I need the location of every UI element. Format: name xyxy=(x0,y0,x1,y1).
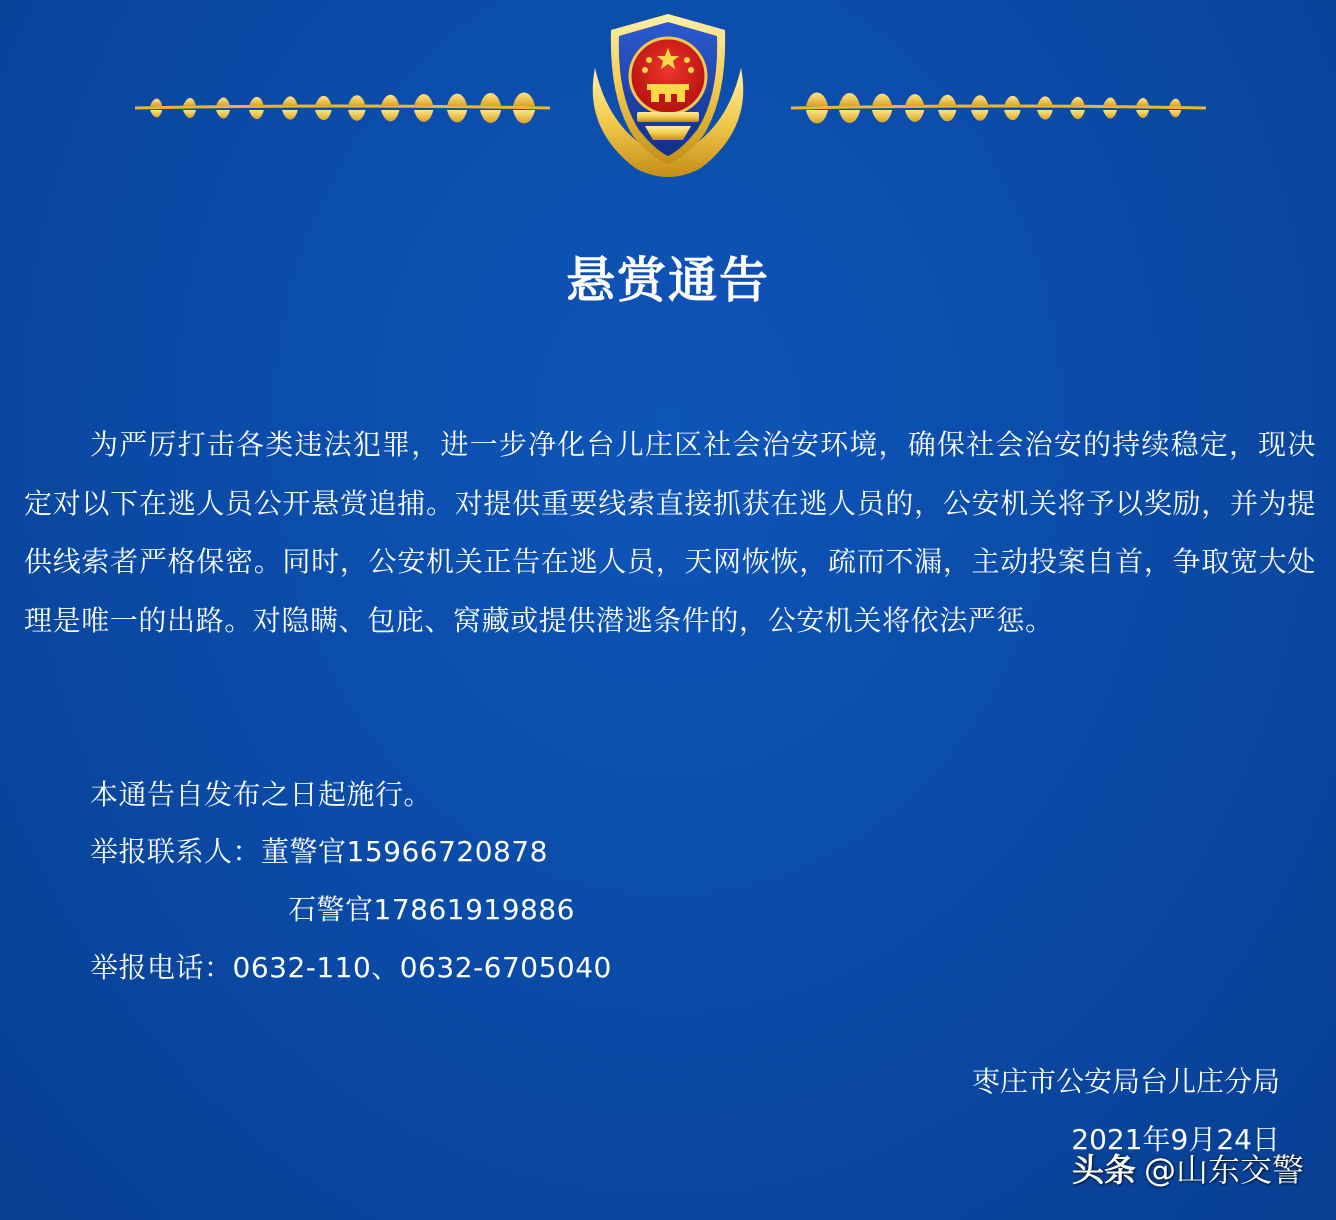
wheat-leaf xyxy=(1169,110,1181,117)
left-wing-icon xyxy=(130,84,555,132)
wheat-leaf xyxy=(1103,97,1117,106)
issue-date: 2021年9月24日 xyxy=(1071,1123,1280,1156)
report-phone: 举报电话：0632-110、0632-6705040 xyxy=(90,951,612,984)
wheat-leaf xyxy=(315,110,332,120)
wheat-leaf xyxy=(381,110,399,121)
wheat-leaf xyxy=(282,96,298,106)
wheat-leaf xyxy=(872,94,892,106)
wheat-leaf xyxy=(905,110,924,122)
contact-line-1: 举报联系人：董警官15966720878 xyxy=(90,835,548,868)
wheat-leaf xyxy=(348,95,366,106)
wheat-leaf xyxy=(249,110,264,119)
wheat-leaf xyxy=(971,95,989,106)
right-wing-icon xyxy=(786,84,1211,132)
watermark-brand: 头条 xyxy=(1071,1151,1136,1189)
watermark-handle: @山东交警 xyxy=(1143,1151,1304,1189)
wheat-leaf xyxy=(414,110,433,122)
wheat-leaf xyxy=(249,97,264,106)
wheat-leaf xyxy=(1070,97,1085,106)
wheat-leaf xyxy=(1037,96,1053,106)
wheat-leaf xyxy=(513,110,535,124)
wheat-leaf xyxy=(839,93,860,106)
wheat-leaf xyxy=(183,98,196,106)
wheat-leaf xyxy=(1136,110,1149,118)
wheat-leaf xyxy=(513,93,535,107)
issuing-authority: 枣庄市公安局台儿庄分局 xyxy=(971,1065,1280,1098)
wheat-leaf xyxy=(348,110,366,121)
wheat-leaf xyxy=(971,110,989,121)
wheat-leaf xyxy=(806,110,828,124)
emblem-header xyxy=(0,0,1336,200)
notice-title: 悬赏通告 xyxy=(565,252,770,309)
wheat-leaf xyxy=(381,95,399,106)
notice-paragraph: 为严厉打击各类违法犯罪，进一步净化台儿庄区社会治安环境，确保社会治安的持续稳定，现决定对以下在逃人员公开悬赏追捕。对提供重要线索直接抓获在逃人员的，公安机关将予以奖励，并为提供线索者严格保密。同时，公安机关正告在逃人员，天网恢恢，疏而不漏，主动投案自首，争取宽大处理是唯一的出路。对隐瞒、包庇、窝藏或提供潜逃条件的，公安机关将依法严惩。 xyxy=(24,428,1316,637)
wheat-leaf xyxy=(1004,96,1021,106)
wheat-leaf xyxy=(282,110,298,120)
wheat-leaf xyxy=(216,110,230,119)
wheat-leaf xyxy=(216,97,230,106)
wheat-leaf xyxy=(938,95,956,106)
wheat-leaf xyxy=(1004,110,1021,120)
watermark xyxy=(1072,1146,1304,1194)
wheat-leaf xyxy=(938,110,956,121)
wheat-leaf xyxy=(872,110,892,122)
wheat-leaf xyxy=(315,96,332,106)
wheat-leaf xyxy=(1136,98,1149,106)
wheat-leaf xyxy=(905,94,924,106)
effective-statement: 本通告自发布之日起施行。 xyxy=(90,778,433,811)
wheat-leaf xyxy=(1070,110,1085,119)
wheat-leaf xyxy=(480,93,501,106)
wheat-leaf xyxy=(1169,99,1181,106)
wheat-leaf xyxy=(806,93,828,107)
wheat-leaf xyxy=(150,99,162,106)
wheat-leaf xyxy=(447,94,467,106)
police-emblem-icon xyxy=(575,8,761,190)
wheat-leaf xyxy=(150,110,162,117)
wheat-leaf xyxy=(480,110,501,123)
wheat-leaf xyxy=(1037,110,1053,120)
wheat-leaf xyxy=(183,110,196,118)
wheat-leaf xyxy=(1103,110,1117,119)
contact-line-2: 石警官17861919886 xyxy=(288,893,575,926)
wheat-leaf xyxy=(839,110,860,123)
wheat-leaf xyxy=(447,110,467,122)
wheat-leaf xyxy=(414,94,433,106)
